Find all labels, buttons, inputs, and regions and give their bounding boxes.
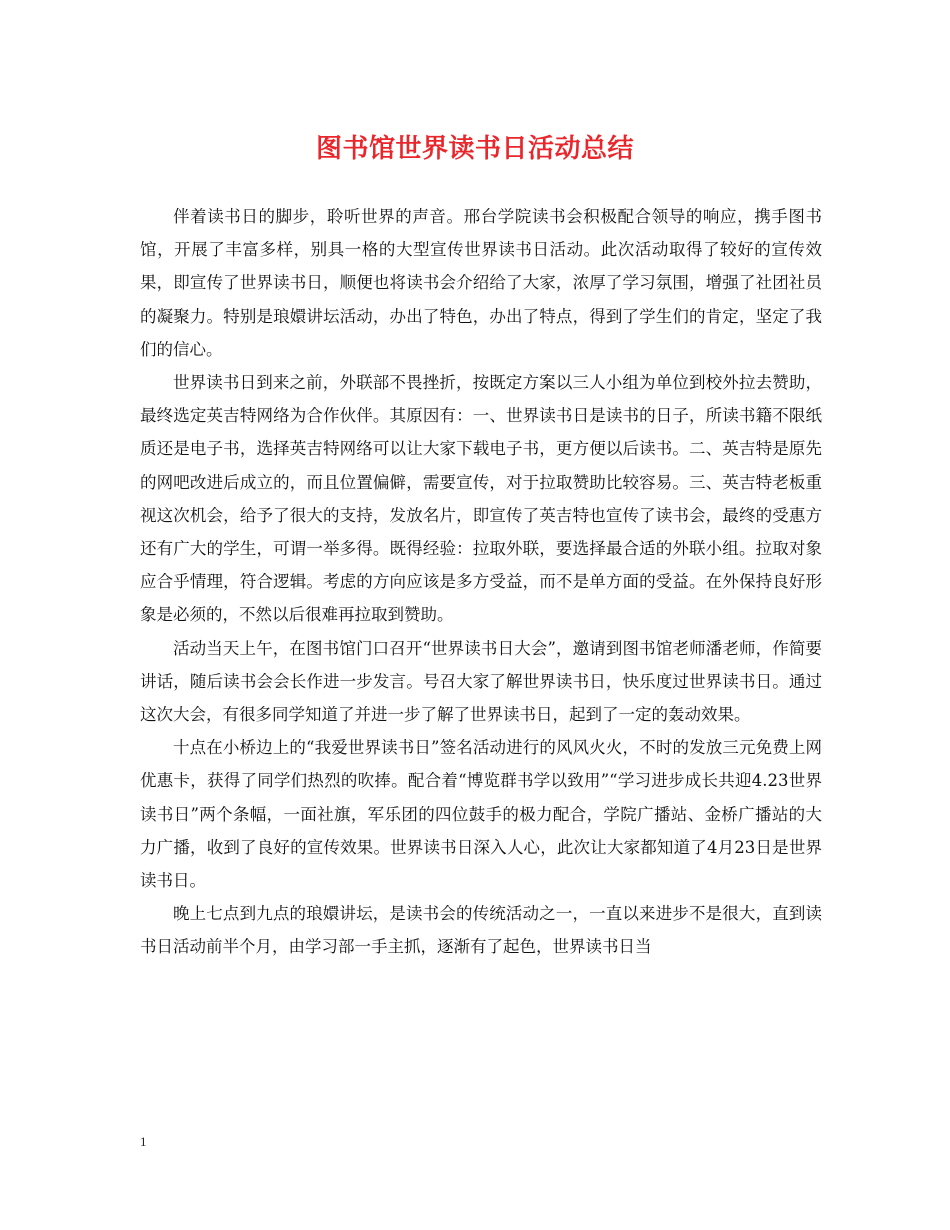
page-number: 1 xyxy=(140,1134,147,1149)
paragraph-1: 伴着读书日的脚步，聆听世界的声音。邢台学院读书会积极配合领导的响应，携手图书馆，开展了丰富多样，别具一格的大型宣传世界读书日活动。此次活动取得了较好的宣传效果，即宣传了世界读书日，顺便也将读书会介绍给了大家，浓厚了学习氛围，增强了社团社员的凝聚力。特别是琅嬛讲坛活动，办出了特色，办出了特点，得到了学生们的肯定，坚定了我们的信心。 xyxy=(140,207,822,359)
paragraph-5: 晚上七点到九点的琅嬛讲坛，是读书会的传统活动之一，一直以来进步不是很大，直到读书日活动前半个月，由学习部一手主抓，逐渐有了起色，世界读书日当 xyxy=(140,904,822,957)
document-body xyxy=(140,200,822,964)
paragraph-2: 世界读书日到来之前，外联部不畏挫折，按既定方案以三人小组为单位到校外拉去赞助，最终选定英吉特网络为合作伙伴。其原因有：一、世界读书日是读书的日子，所读书籍不限纸质还是电子书，选择英吉特网络可以让大家下载电子书，更方便以后读书。二、英吉特是原先的网吧改进后成立的，而且位置偏僻，需要宣传，对于拉取赞助比较容易。三、英吉特老板重视这次机会，给予了很大的支持，发放名片，即宣传了英吉特也宣传了读书会，最终的受惠方还有广大的学生，可谓一举多得。既得经验：拉取外联，要选择最合适的外联小组。拉取对象应合乎情理，符合逻辑。考虑的方向应该是多方受益，而不是单方面的受益。在外保持良好形象是必须的，不然以后很难再拉取到赞助。 xyxy=(140,373,822,625)
document-title: 图书馆世界读书日活动总结 xyxy=(315,134,634,164)
paragraph-3: 活动当天上午，在图书馆门口召开“世界读书日大会”，邀请到图书馆老师潘老师，作简要讲话，随后读书会会长作进一步发言。号召大家了解世界读书日，快乐度过世界读书日。通过这次大会，有很多同学知道了并进一步了解了世界读书日，起到了一定的轰动效果。 xyxy=(140,638,822,725)
paragraph-4: 十点在小桥边上的“我爱世界读书日”签名活动进行的风风火火，不时的发放三元免费上网优惠卡，获得了同学们热烈的吹捧。配合着“博览群书学以致用”“学习进步成长共迎4.23世界读书日”两个条幅，一面社旗，军乐团的四位鼓手的极力配合，学院广播站、金桥广播站的大力广播，收到了良好的宣传效果。世界读书日深入人心，此次让大家都知道了4月23日是世界读书日。 xyxy=(140,738,822,891)
